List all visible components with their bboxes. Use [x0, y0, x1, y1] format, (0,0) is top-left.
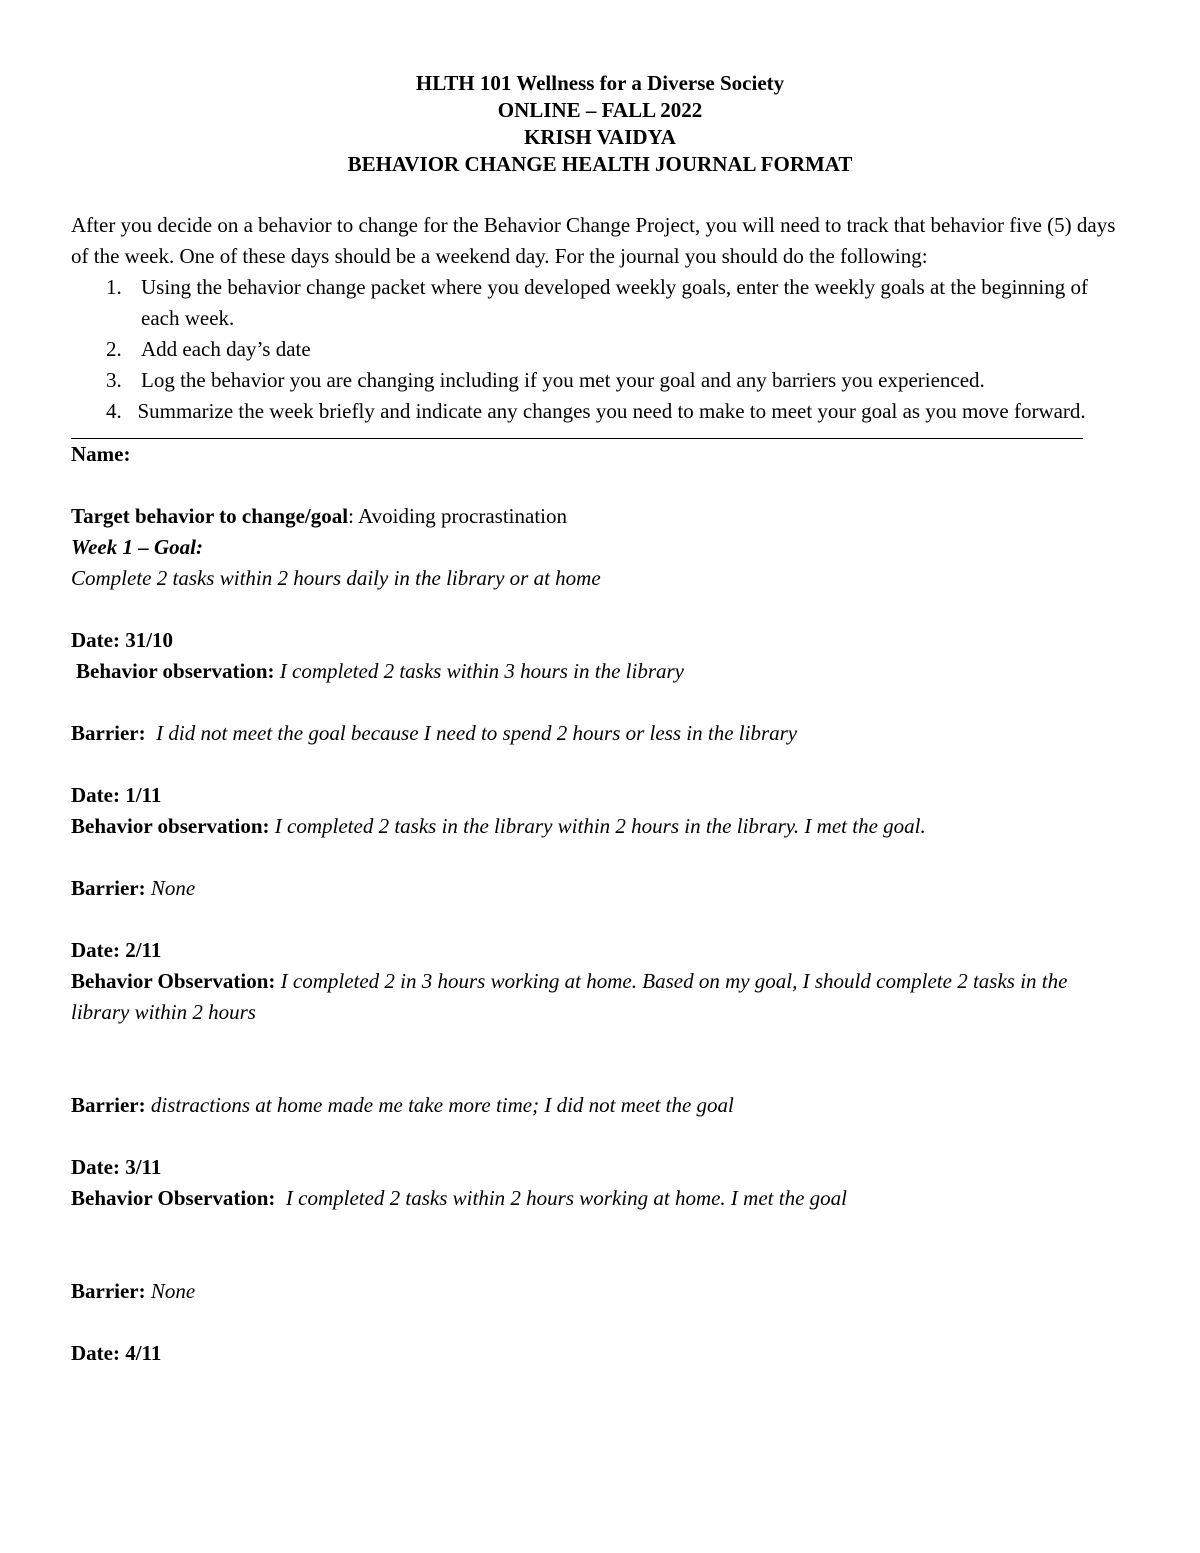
document-header [71, 70, 1129, 178]
journal-entry [71, 935, 1121, 1152]
target-behavior [71, 501, 1121, 532]
instruction-number: 3. [106, 368, 122, 392]
document-page [71, 70, 1121, 1369]
entry-date: Date: 4/11 [71, 1341, 162, 1365]
instruction-text: Using the behavior change packet where you developed weekly goals, enter the weekly goals at the beginning of each week. [141, 275, 1089, 330]
instruction-item [71, 272, 1123, 334]
intro-paragraph: After you decide on a behavior to change for the Behavior Change Project, you will need to track that behavior five (5) days of the week. One of these days should be a weekend day. For the journal you should do the following: [71, 213, 1116, 268]
entry-observation [71, 811, 1121, 842]
instruction-text: Summarize the week briefly and indicate any changes you need to make to meet your goal as you move forward. [137, 399, 1086, 423]
observation-value: I completed 2 tasks in the library within 2 hours in the library. I met the goal. [274, 814, 926, 838]
entry-date: Date: 1/11 [71, 783, 162, 807]
journal-entry [71, 1152, 1121, 1338]
barrier-label: Barrier: [71, 1279, 146, 1303]
entry-date: Date: 2/11 [71, 938, 162, 962]
observation-value: I completed 2 tasks within 2 hours working at home. I met the goal [285, 1186, 847, 1210]
observation-value: I completed 2 in 3 hours working at home. Based on my goal, I should complete 2 tasks in the library within 2 hours [71, 969, 1068, 1024]
entry-date: Date: 31/10 [71, 628, 174, 652]
barrier-value: I did not meet the goal because I need to spend 2 hours or less in the library [156, 721, 798, 745]
term-line: ONLINE – FALL 2022 [497, 98, 703, 122]
journal-entry [71, 1338, 1121, 1369]
instruction-item [71, 365, 1123, 396]
student-name: KRISH VAIDYA [524, 125, 676, 149]
journal-section [71, 439, 1121, 1369]
instruction-text: Log the behavior you are changing including if you met your goal and any barriers you experienced. [141, 368, 985, 392]
week-goal-label: Week 1 – Goal: [71, 535, 203, 559]
target-label: Target behavior to change/goal [71, 504, 349, 528]
document-title: BEHAVIOR CHANGE HEALTH JOURNAL FORMAT [347, 152, 853, 176]
instruction-item [71, 396, 1123, 427]
barrier-label: Barrier: [71, 1093, 146, 1117]
instruction-number: 2. [106, 337, 122, 361]
course-title: HLTH 101 Wellness for a Diverse Society [415, 71, 785, 95]
observation-value: I completed 2 tasks within 3 hours in the library [279, 659, 685, 683]
entry-observation [71, 656, 1121, 687]
instruction-number: 4. [106, 399, 122, 423]
entry-observation [71, 1183, 1121, 1214]
entry-date: Date: 3/11 [71, 1155, 162, 1179]
instruction-number: 1. [106, 275, 122, 299]
entry-barrier [71, 1276, 1121, 1307]
journal-entry [71, 625, 1121, 780]
observation-label: Behavior observation: [76, 659, 275, 683]
observation-label: Behavior Observation: [71, 969, 276, 993]
barrier-label: Barrier: [71, 876, 146, 900]
barrier-value: None [150, 1279, 196, 1303]
instruction-text: Add each day’s date [141, 337, 311, 361]
week-goal-value: Complete 2 tasks within 2 hours daily in the library or at home [71, 566, 601, 590]
observation-label: Behavior observation: [71, 814, 270, 838]
barrier-label: Barrier: [71, 721, 146, 745]
journal-entry [71, 780, 1121, 935]
instructions-list [71, 272, 1123, 427]
entry-barrier [71, 873, 1121, 904]
instruction-item [71, 334, 1123, 365]
name-label: Name: [71, 442, 131, 466]
entry-barrier [71, 1090, 1121, 1121]
barrier-value: distractions at home made me take more time; I did not meet the goal [150, 1093, 734, 1117]
entry-barrier [71, 718, 1121, 749]
instructions-section [71, 210, 1123, 427]
target-value: : Avoiding procrastination [348, 504, 568, 528]
barrier-value: None [150, 876, 196, 900]
entry-observation [71, 966, 1081, 1028]
observation-label: Behavior Observation: [71, 1186, 276, 1210]
